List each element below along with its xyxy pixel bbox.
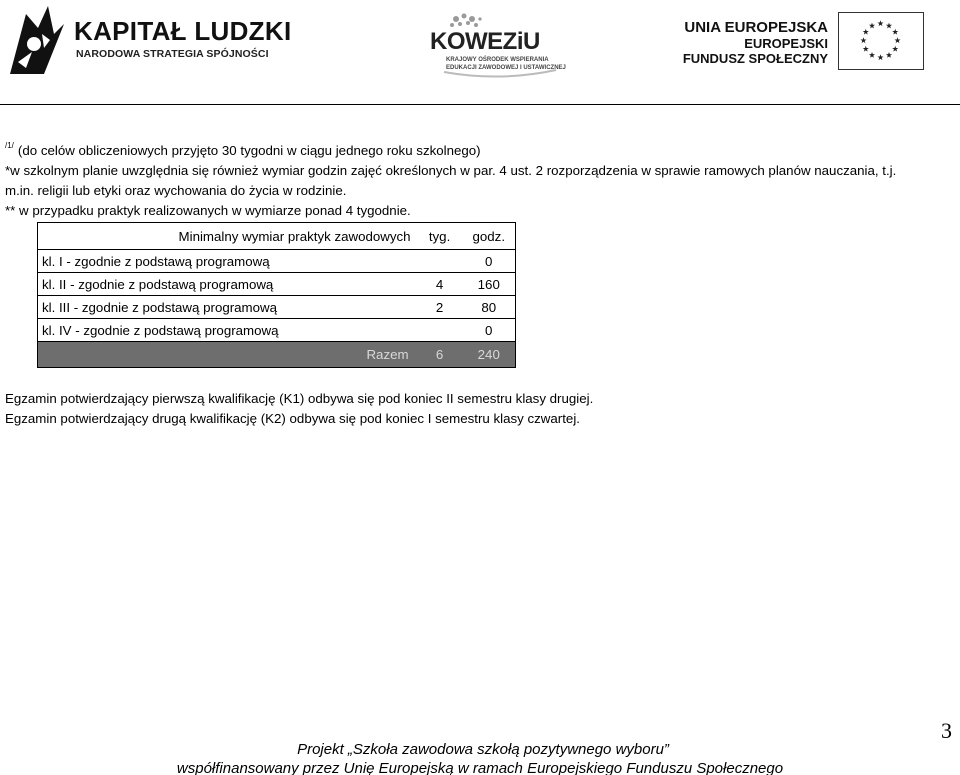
row-tyg-cell — [417, 250, 463, 273]
header-tyg-cell: tyg. — [417, 223, 463, 250]
row-godz-cell: 0 — [463, 250, 516, 273]
footer-line-2: współfinansowany przez Unię Europejską w ramach Europejskiego Funduszu Społecznego — [176, 760, 784, 775]
eu-star-icon — [869, 23, 875, 29]
koweziu-subtitle-2: EDUKACJI ZAWODOWEJ I USTAWICZNEJ — [446, 65, 566, 71]
eu-line-1: UNIA EUROPEJSKA — [684, 19, 828, 36]
eu-line-2: EUROPEJSKI — [744, 36, 828, 51]
page-number: 3 — [941, 718, 952, 743]
koweziu-name: KOWEZiU — [430, 28, 540, 55]
header-name-cell: Minimalny wymiar praktyk zawodowych — [38, 223, 417, 250]
exam-info — [5, 389, 593, 429]
page-header — [0, 0, 960, 104]
eu-star-icon — [869, 52, 875, 58]
eu-fund-text — [683, 20, 828, 66]
eu-star-icon — [892, 29, 898, 35]
eu-star-icon — [877, 20, 883, 26]
eu-star-icon — [886, 52, 892, 58]
koweziu-logo — [430, 10, 570, 80]
total-godz-cell: 240 — [463, 342, 516, 368]
page-footer — [0, 740, 960, 775]
eu-star-icon — [877, 54, 883, 60]
row-name-cell: kl. III - zgodnie z podstawą programową — [38, 296, 417, 319]
footnote-text-1: (do celów obliczeniowych przyjęto 30 tygodni w ciągu jednego roku szkolnego) — [17, 143, 481, 158]
exam-line-1: Egzamin potwierdzający pierwszą kwalifikację (K1) odbywa się pod koniec II semestru klasy drugiej. — [5, 391, 594, 406]
kapital-ludzki-logo — [4, 4, 292, 76]
exam-line-2: Egzamin potwierdzający drugą kwalifikację (K2) odbywa się pod koniec I semestru klasy czwartej. — [5, 411, 580, 426]
kapital-ludzki-emblem-icon — [4, 4, 68, 76]
row-name-cell: kl. I - zgodnie z podstawą programową — [38, 250, 417, 273]
total-name-cell: Razem — [38, 342, 417, 368]
row-tyg-cell: 4 — [417, 273, 463, 296]
footnote-line-3: m.in. religii lub etyki oraz wychowania do życia w rodzinie. — [5, 183, 347, 198]
table-row — [38, 319, 516, 342]
header-godz-cell: godz. — [463, 223, 516, 250]
table-total-row — [38, 342, 516, 368]
eu-star-icon — [892, 46, 898, 52]
total-tyg-cell: 6 — [417, 342, 463, 368]
header-divider — [0, 104, 960, 105]
footnote-line-4: ** w przypadku praktyk realizowanych w wymiarze ponad 4 tygodnie. — [5, 203, 411, 218]
koweziu-subtitle-1: KRAJOWY OŚRODEK WSPIERANIA — [446, 57, 549, 63]
eu-line-3: FUNDUSZ SPOŁECZNY — [682, 51, 828, 66]
eu-star-icon — [860, 37, 866, 43]
table-header-row — [38, 223, 516, 250]
row-godz-cell: 0 — [463, 319, 516, 342]
footnote-line-2: *w szkolnym planie uwzględnia się również wymiar godzin zajęć określonych w par. 4 ust. 2 rozporządzenia w sprawie ramowych planów nauczania, t.j. — [5, 163, 897, 178]
row-name-cell: kl. II - zgodnie z podstawą programową — [38, 273, 417, 296]
eu-flag-icon — [838, 12, 924, 70]
footnote-mark: /1/ — [5, 141, 14, 150]
footnote-line-1 — [5, 136, 950, 161]
eu-star-icon — [863, 29, 869, 35]
footer-line-1: Projekt „Szkoła zawodowa szkołą pozytywnego wyboru” — [297, 741, 669, 758]
row-name-cell: kl. IV - zgodnie z podstawą programową — [38, 319, 417, 342]
row-tyg-cell: 2 — [417, 296, 463, 319]
eu-star-icon — [863, 46, 869, 52]
internship-table — [37, 222, 516, 368]
row-godz-cell: 160 — [463, 273, 516, 296]
eu-star-icon — [894, 37, 900, 43]
table-row — [38, 273, 516, 296]
eu-star-icon — [886, 23, 892, 29]
kapital-ludzki-subtitle: NARODOWA STRATEGIA SPÓJNOŚCI — [76, 48, 269, 60]
row-tyg-cell — [417, 319, 463, 342]
table-row — [38, 296, 516, 319]
row-godz-cell: 80 — [463, 296, 516, 319]
table-row — [38, 250, 516, 273]
kapital-ludzki-title: KAPITAŁ LUDZKI — [74, 16, 292, 46]
footnotes — [5, 136, 950, 221]
